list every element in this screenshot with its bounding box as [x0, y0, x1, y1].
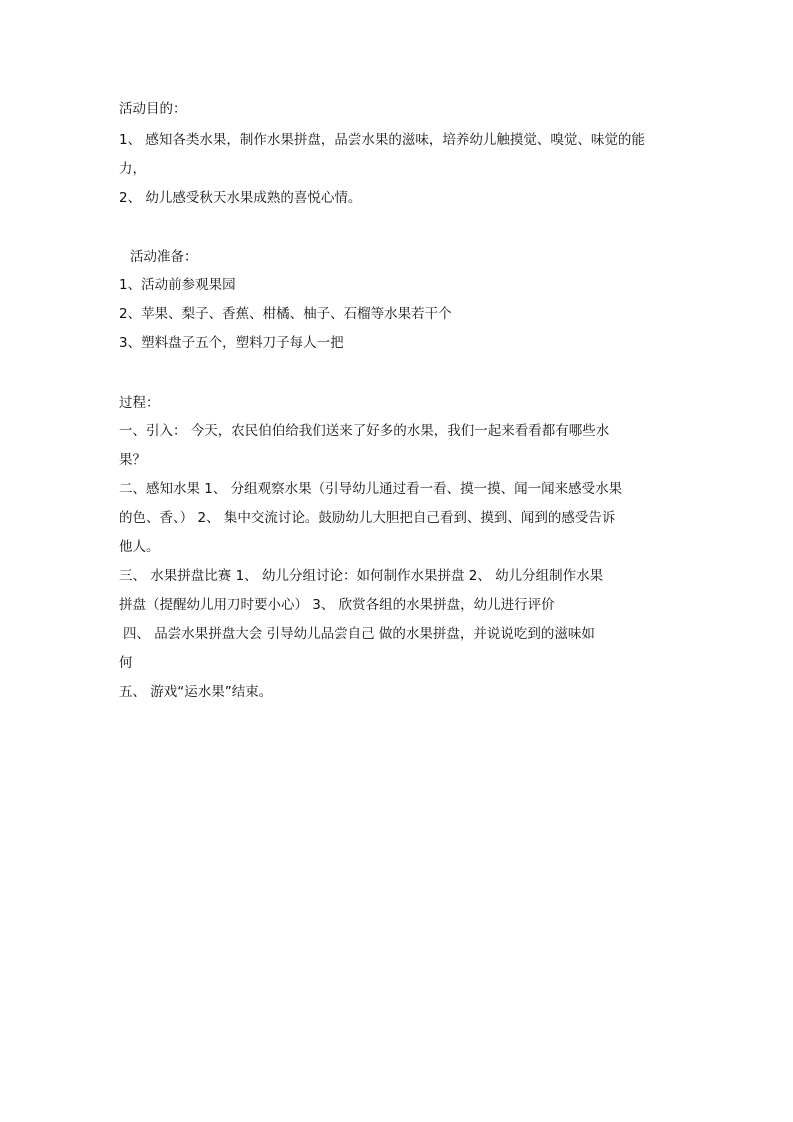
- process-step-2-continued-2: 他人。: [119, 539, 160, 555]
- process-step-4-continued: 何: [119, 655, 133, 671]
- preparation-item-1: 1、活动前参观果园: [119, 277, 236, 293]
- objective-item-1-continued: 力，: [119, 161, 146, 177]
- process-step-4: 四、 品尝水果拼盘大会 引导幼儿品尝自己 做的水果拼盘，并说说吃到的滋味如: [123, 626, 595, 642]
- objective-item-2: 2、 幼儿感受秋天水果成熟的喜悦心情。: [119, 190, 362, 206]
- preparation-item-2: 2、苹果、梨子、香蕉、柑橘、柚子、石榴等水果若干个: [119, 306, 452, 322]
- process-step-3: 三、 水果拼盘比赛 1、 幼儿分组讨论：如何制作水果拼盘 2、 幼儿分组制作水果: [119, 568, 604, 584]
- objective-item-1: 1、 感知各类水果，制作水果拼盘，品尝水果的滋味，培养幼儿触摸觉、嗅觉、味觉的能: [119, 132, 645, 148]
- process-step-1: 一、引入： 今天，农民伯伯给我们送来了好多的水果，我们一起来看看都有哪些水: [119, 423, 610, 439]
- process-step-3-continued: 拼盘（提醒幼儿用刀时要小心） 3、 欣赏各组的水果拼盘，幼儿进行评价: [119, 597, 555, 613]
- preparation-heading: 活动准备：: [130, 249, 198, 265]
- process-step-2: 二、感知水果 1、 分组观察水果（引导幼儿通过看一看、摸一摸、闻一闻来感受水果: [119, 481, 623, 497]
- process-step-2-continued: 的色、香、） 2、 集中交流讨论。鼓励幼儿大胆把自己看到、摸到、闻到的感受告诉: [119, 510, 616, 526]
- objectives-heading: 活动目的：: [119, 101, 187, 117]
- preparation-item-3: 3、塑料盘子五个，塑料刀子每人一把: [119, 335, 344, 351]
- process-step-5: 五、 游戏“运水果”结束。: [119, 684, 273, 700]
- process-heading: 过程：: [119, 395, 160, 411]
- process-step-1-continued: 果？: [119, 452, 146, 468]
